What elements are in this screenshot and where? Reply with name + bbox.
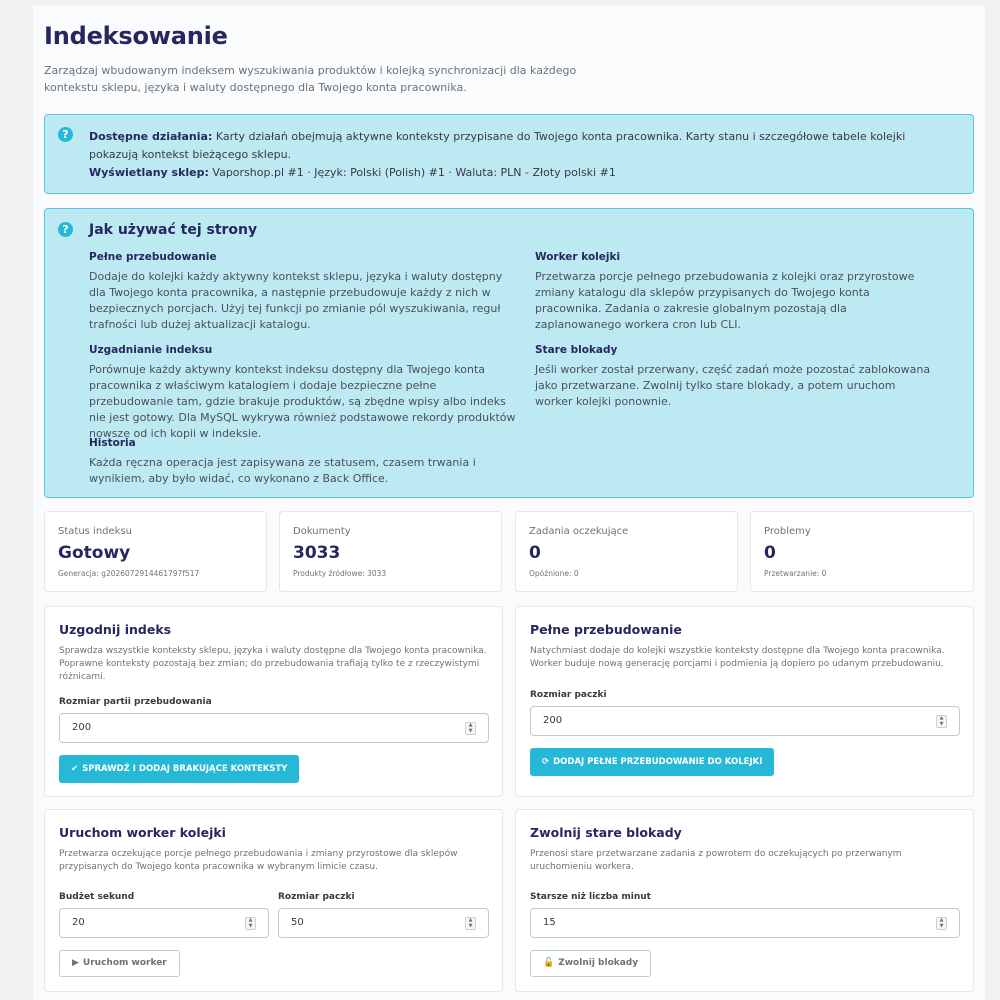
worker-package-size-label: Rozmiar paczki: [278, 892, 355, 902]
worker-package-size-input[interactable]: [278, 908, 489, 938]
help-full-rebuild-title: Pełne przebudowanie: [89, 251, 217, 263]
stat-sub: Produkty źródłowe: 3033: [293, 569, 387, 578]
full-rebuild-panel-title: Pełne przebudowanie: [530, 622, 682, 637]
queue-worker-panel: [44, 809, 503, 992]
stat-label: Zadania oczekujące: [529, 526, 629, 537]
package-size-field[interactable]: [543, 715, 663, 726]
shop-label: Wyświetlany sklep:: [89, 166, 209, 179]
reconcile-button[interactable]: [59, 755, 299, 783]
refresh-icon: ⟳: [542, 757, 550, 767]
help-stale-text: Jeśli worker został przerwany, część zadań może pozostać zablokowana jako przetwarzane. Zwolnij tylko stare blokady, a potem uruchom worker kolejki ponownie.: [535, 363, 931, 408]
stat-sub: Generacja: g20260729144617​97f517: [58, 569, 200, 578]
stepper-icon[interactable]: ▲ ▼: [936, 917, 947, 930]
help-full-rebuild-text: Dodaje do kolejki każdy aktywny kontekst sklepu, języka i waluty dostępny dla Twojego konta pracownika, a następnie przebudowuje każdy z nich w bezpiecznych porcjach. Użyj tej funkcji po zmianie pól wyszukiwania, reguł trafności lub dużej aktualizacji katalogu.: [89, 270, 503, 331]
stat-label: Status indeksu: [58, 526, 132, 537]
older-than-minutes-label: Starsze niż liczba minut: [530, 892, 651, 902]
info-alert: [44, 114, 974, 194]
stepper-icon[interactable]: ▲ ▼: [936, 715, 947, 728]
help-reconcile-text: Porównuje każdy aktywny kontekst indeksu dostępny dla Twojego konta pracownika z właściwym katalogiem i dodaje bezpieczne pełne przebudowanie tam, gdzie brakuje produktów, są zbędne wpisy albo indeks nie jest gotowy. Dla MySQL wykrywa również podstawowe rekordy produktów nowsze od ich kopii w indeksie.: [89, 363, 516, 440]
help-title: Jak używać tej strony: [89, 222, 258, 238]
help-history: [89, 435, 519, 487]
stat-label: Dokumenty: [293, 526, 351, 537]
rebuild-batch-size-field[interactable]: [72, 722, 192, 733]
help-worker-text: Przetwarza porcje pełnego przebudowania z kolejki oraz przyrostowe zmiany katalogu dla sklepów przypisanych do Twojego konta pracownika. Zadania o zakresie globalnym pozostają dla zaplanowanego workera cron lub CLI.: [535, 270, 915, 331]
stat-value: 3033: [293, 543, 341, 563]
help-worker: [535, 249, 935, 333]
question-circle-icon: ?: [58, 127, 73, 142]
unlock-icon: 🔓: [543, 958, 555, 968]
stat-sub: Przetwarzanie: 0: [764, 569, 827, 578]
help-full-rebuild: [89, 249, 519, 333]
stat-card-documents: [279, 511, 502, 592]
queue-full-rebuild-button-label: DODAJ PEŁNE PRZEBUDOWANIE DO KOLEJKI: [553, 757, 763, 767]
help-stale: [535, 342, 935, 410]
help-reconcile: [89, 342, 519, 442]
reconcile-panel-desc: Sprawdza wszystkie konteksty sklepu, języka i waluty dostępne dla Twojego konta pracownika. Poprawne konteksty pozostają bez zmian; do przebudowania trafiają tylko te z rzeczywistymi różnicami.: [59, 646, 487, 682]
release-locks-button-label: Zwolnij blokady: [558, 958, 639, 968]
stat-card-pending-tasks: [515, 511, 738, 592]
worker-package-size-field[interactable]: [291, 917, 411, 928]
release-locks-panel-title: Zwolnij stare blokady: [530, 825, 682, 840]
reconcile-panel-title: Uzgodnij indeks: [59, 622, 172, 637]
stat-sub: Opóźnione: 0: [529, 569, 579, 578]
seconds-budget-input[interactable]: [59, 908, 269, 938]
older-than-minutes-field[interactable]: [543, 917, 663, 928]
package-size-label: Rozmiar paczki: [530, 690, 607, 700]
release-locks-panel: [515, 809, 974, 992]
run-worker-button[interactable]: [59, 950, 180, 977]
package-size-input[interactable]: [530, 706, 960, 736]
older-than-minutes-input[interactable]: [530, 908, 960, 938]
release-locks-panel-desc: Przenosi stare przetwarzane zadania z powrotem do oczekujących po przerwanym uruchomieniu workera.: [530, 849, 902, 872]
rebuild-batch-size-label: Rozmiar partii przebudowania: [59, 697, 212, 707]
stat-value: 0: [764, 543, 776, 563]
queue-full-rebuild-button[interactable]: [530, 748, 774, 776]
page-title: Indeksowanie: [44, 22, 228, 50]
shop-text: Vaporshop.pl #1 · Język: Polski (Polish) #1 · Waluta: PLN - Złoty polski #1: [212, 166, 616, 179]
stepper-icon[interactable]: ▲ ▼: [465, 722, 476, 735]
help-reconcile-title: Uzgadnianie indeksu: [89, 344, 213, 356]
release-locks-button[interactable]: [530, 950, 651, 977]
check-icon: ✔: [71, 764, 79, 774]
seconds-budget-label: Budżet sekund: [59, 892, 135, 902]
stepper-icon[interactable]: ▲ ▼: [465, 917, 476, 930]
question-circle-icon: ?: [58, 222, 73, 237]
full-rebuild-panel: [515, 606, 974, 797]
stat-value: Gotowy: [58, 543, 131, 563]
actions-text: Karty działań obejmują aktywne konteksty przypisane do Twojego konta pracownika. Karty stanu i szczegółowe tabele kolejki pokazują kontekst bieżącego sklepu.: [89, 130, 906, 161]
seconds-budget-field[interactable]: [72, 917, 192, 928]
rebuild-batch-size-input[interactable]: [59, 713, 489, 743]
help-alert: [44, 208, 974, 498]
page-lead: Zarządzaj wbudowanym indeksem wyszukiwania produktów i kolejką synchronizacji dla każdego kontekstu sklepu, języka i waluty dostępnego dla Twojego konta pracownika.: [44, 64, 577, 94]
run-worker-button-label: Uruchom worker: [82, 958, 167, 968]
help-worker-title: Worker kolejki: [535, 251, 621, 263]
reconcile-button-label: SPRAWDŹ I DODAJ BRAKUJĄCE KONTEKSTY: [82, 764, 288, 774]
queue-worker-panel-desc: Przetwarza oczekujące porcje pełnego przebudowania i zmiany przyrostowe dla sklepów przypisanych do Twojego konta pracownika w wybranym limicie czasu.: [59, 849, 458, 872]
stat-card-index-status: [44, 511, 267, 592]
reconcile-panel: [44, 606, 503, 797]
stat-card-problems: [750, 511, 974, 592]
play-icon: ▶: [72, 958, 79, 968]
queue-worker-panel-title: Uruchom worker kolejki: [59, 825, 226, 840]
actions-label: Dostępne działania:: [89, 130, 213, 143]
stepper-icon[interactable]: ▲ ▼: [245, 917, 256, 930]
help-history-title: Historia: [89, 437, 136, 449]
stat-label: Problemy: [764, 526, 811, 537]
stat-value: 0: [529, 543, 541, 563]
help-stale-title: Stare blokady: [535, 344, 618, 356]
help-history-text: Każda ręczna operacja jest zapisywana ze statusem, czasem trwania i wynikiem, aby było widać, co wykonano z Back Office.: [89, 456, 476, 485]
full-rebuild-panel-desc: Natychmiast dodaje do kolejki wszystkie konteksty dostępne dla Twojego konta pracownika. Worker buduje nową generację porcjami i podmienia ją dopiero po udanym przebudowaniu.: [530, 646, 945, 669]
